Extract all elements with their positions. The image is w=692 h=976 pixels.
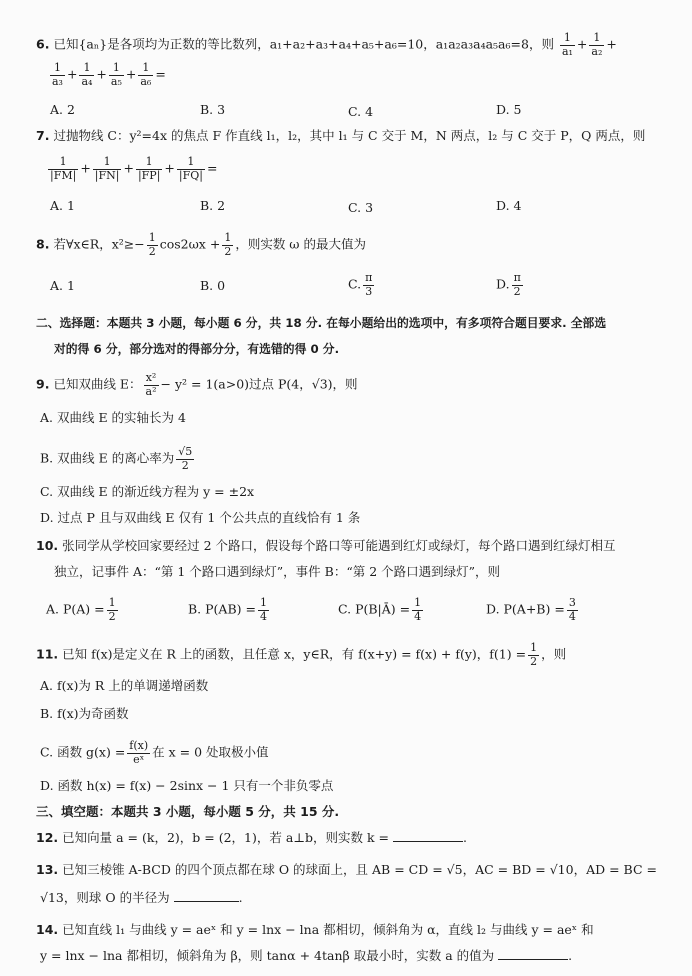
q8-option-b: B. 0 (200, 278, 226, 293)
q9-stem-a: 已知双曲线 E： (53, 376, 142, 392)
q7-stem: 过抛物线 C：y²=4x 的焦点 F 作直线 l₁，l₂，其中 l₁ 与 C 交于 M，N 两点，l₂ 与 C 交于 P，Q 两点，则 (53, 128, 646, 143)
frac-pi-3: $\frac{\pi}{3}$ (365, 271, 373, 298)
q6-option-c: C. 4 (348, 104, 374, 119)
frac-1-a2: $\frac{1}{\text{a₂}}$ (591, 31, 603, 58)
q12-number: 12. (36, 830, 59, 845)
frac-1-4-b: $\frac{1}{4}$ (259, 596, 267, 623)
q12-stem: 已知向量 a = (k，2)，b = (2，1)，若 a⊥b，则实数 k = (62, 830, 390, 845)
q7-option-d: D. 4 (496, 198, 522, 213)
frac-1-a1: $\frac{1}{\text{a₁}}$ (561, 31, 573, 58)
q6-number: 6. (36, 36, 50, 52)
q11-line (36, 642, 566, 668)
frac-1-2-f1: $\frac{1}{2}$ (530, 641, 538, 668)
frac-1-2b: $\frac{1}{2}$ (224, 231, 232, 258)
q8-stem-b: cos2ωx + (159, 236, 221, 252)
frac-1-a6: $\frac{1}{\text{a₆}}$ (140, 61, 152, 88)
frac-1-FN: $\frac{1}{|FN|}$ (94, 155, 120, 182)
q7-option-c: C. 3 (348, 200, 374, 215)
q13-line2 (40, 892, 243, 905)
q9-option-d: D. 过点 P 且与双曲线 E 仅有 1 个公共点的直线恰有 1 条 (40, 510, 361, 525)
q6-option-b: B. 3 (200, 102, 226, 117)
q7-option-a: A. 1 (50, 198, 75, 213)
q6-line1: 6. 已知{aₙ}是各项均为正数的等比数列，a₁+a₂+a₃+a₄+a₅+a₆=10，a₁a₂a₃a₄a₅a₆=8，则 $\frac{1}{\text{a₁}}$ + $\frac{1}{\text{a₂}}$ + (36, 31, 617, 58)
q7-line1 (36, 130, 645, 143)
q10-number: 10. (36, 538, 59, 553)
section-2-heading-cont: 对的得 6 分，部分选对的得部分分，有选错的得 0 分. (54, 342, 340, 356)
frac-x2-a2: $\frac{\text{x²}}{\text{a²}}$ (145, 371, 157, 398)
q13-line1 (36, 864, 657, 877)
q10-option-b: B. P(AB) = $\frac{1}{4}$ (188, 596, 267, 623)
q14-stem-line2: y = lnx − lna 都相切，倾斜角为 β，则 tanα + 4tanβ 取最小时，实数 a 的值为 (40, 948, 495, 963)
frac-1-FP: $\frac{1}{|FP|}$ (137, 155, 161, 182)
q8-stem-c: ，则实数 ω 的最大值为 (235, 236, 366, 252)
frac-3-4-d: $\frac{3}{4}$ (568, 596, 576, 623)
q13-answer-blank (174, 901, 239, 902)
q7-option-b: B. 2 (200, 198, 226, 213)
q12-period: . (463, 830, 467, 845)
q11-number: 11. (36, 646, 59, 662)
q10-line1 (36, 540, 616, 553)
q14-line1 (36, 924, 594, 937)
q14-number: 14. (36, 922, 59, 937)
frac-1-4-c: $\frac{1}{4}$ (414, 596, 422, 623)
q8-line (36, 232, 366, 258)
q8-option-d: D. $\frac{\pi}{2}$ (496, 271, 521, 298)
q9-option-a: A. 双曲线 E 的实轴长为 4 (40, 410, 186, 425)
q6-option-a: A. 2 (50, 102, 75, 117)
q10-stem-line1: 张同学从学校回家要经过 2 个路口，假设每个路口等可能遇到红灯或绿灯，每个路口遇到红绿灯相互 (62, 538, 616, 553)
q11-option-a: A. f(x)为 R 上的单调递增函数 (40, 678, 209, 693)
q11-option-b: B. f(x)为奇函数 (40, 706, 129, 721)
frac-1-FM: $\frac{1}{|FM|}$ (50, 155, 77, 182)
q8-option-c: C. $\frac{\pi}{3}$ (348, 271, 373, 298)
frac-sqrt5-2: $\frac{√5}{2}$ (178, 445, 193, 472)
q6-line2: $\frac{1}{\text{a₃}}$ + $\frac{1}{\text{a₄}}$ + $\frac{1}{\text{a₅}}$ + $\frac{1}{\text{a₆}}$ = (52, 61, 166, 88)
q7-number: 7. (36, 128, 50, 143)
q12-answer-blank (393, 841, 463, 842)
q14-period: . (568, 948, 573, 963)
q12-line (36, 832, 467, 845)
q9-option-b: B. 双曲线 E 的离心率为 $\frac{√5}{2}$ (40, 445, 193, 472)
q11-stem-b: ，则 (541, 646, 567, 662)
q6-stem: 已知{aₙ}是各项均为正数的等比数列，a₁+a₂+a₃+a₄+a₅+a₆=10，a₁a₂a₃a₄a₅a₆=8，则 (53, 36, 554, 52)
q11-option-c: C. 函数 g(x) = $\frac{f(x)}{\text{eˣ}}$ 在 x = 0 处取极小值 (40, 739, 269, 766)
q13-stem-line1: 已知三棱锥 A-BCD 的四个顶点都在球 O 的球面上，且 AB = CD = √5，AC = BD = √10，AD = BC = (62, 862, 657, 877)
q8-stem-a: 若∀x∈R，x²≥− (53, 236, 145, 252)
q10-option-a: A. P(A) = $\frac{1}{2}$ (46, 596, 116, 623)
frac-1-a3: $\frac{1}{\text{a₃}}$ (52, 61, 63, 88)
q10-option-c: C. P(B|Ā) = $\frac{1}{4}$ (338, 596, 422, 623)
section-3-heading: 三、填空题：本题共 3 小题，每小题 5 分，共 15 分. (36, 804, 340, 819)
q8-number: 8. (36, 236, 50, 252)
q6-option-d: D. 5 (496, 102, 522, 117)
q11-stem-a: 已知 f(x)是定义在 R 上的函数，且任意 x，y∈R，有 f(x+y) = f(x) + f(y)，f(1) = (62, 646, 527, 662)
q14-answer-blank (498, 959, 568, 960)
q13-stem-line2: √13，则球 O 的半径为 (40, 890, 170, 905)
q14-stem-line1: 已知直线 l₁ 与曲线 y = aeˣ 和 y = lnx − lna 都相切，倾斜角为 α，直线 l₂ 与曲线 y = aeˣ 和 (62, 922, 594, 937)
frac-1-2: $\frac{1}{2}$ (148, 231, 156, 258)
q9-number: 9. (36, 376, 50, 392)
frac-1-a5: $\frac{1}{\text{a₅}}$ (110, 61, 122, 88)
q9-option-c: C. 双曲线 E 的渐近线方程为 y = ±2x (40, 484, 255, 499)
frac-pi-2: $\frac{\pi}{2}$ (513, 271, 521, 298)
q7-line2: $\frac{1}{|FM|}$ + $\frac{1}{|FN|}$ + $\frac{1}{|FP|}$ + $\frac{1}{|FQ|}$ = (50, 155, 218, 182)
section-2-heading: 二、选择题：本题共 3 小题，每小题 6 分，共 18 分. 在每小题给出的选项中，有多项符合题目要求. 全部选 (36, 316, 607, 330)
q9-stem-b: − y² = 1(a>0)过点 P(4，√3)，则 (160, 376, 358, 392)
q14-line2 (40, 950, 572, 963)
frac-1-a4: $\frac{1}{\text{a₄}}$ (81, 61, 93, 88)
q13-number: 13. (36, 862, 59, 877)
q13-period: . (238, 890, 243, 905)
q8-option-a: A. 1 (50, 278, 75, 293)
frac-1-FQ: $\frac{1}{|FQ|}$ (178, 155, 203, 182)
q10-option-d: D. P(A+B) = $\frac{3}{4}$ (486, 596, 576, 623)
frac-1-2-a: $\frac{1}{2}$ (108, 596, 116, 623)
q10-line2: 独立，记事件 A：“第 1 个路口遇到绿灯”，事件 B：“第 2 个路口遇到绿灯”，则 (54, 564, 501, 579)
frac-fx-ex: $\frac{f(x)}{\text{eˣ}}$ (129, 739, 149, 766)
q11-option-d: D. 函数 h(x) = f(x) − 2sinx − 1 只有一个非负零点 (40, 778, 334, 793)
q9-line (36, 372, 358, 398)
